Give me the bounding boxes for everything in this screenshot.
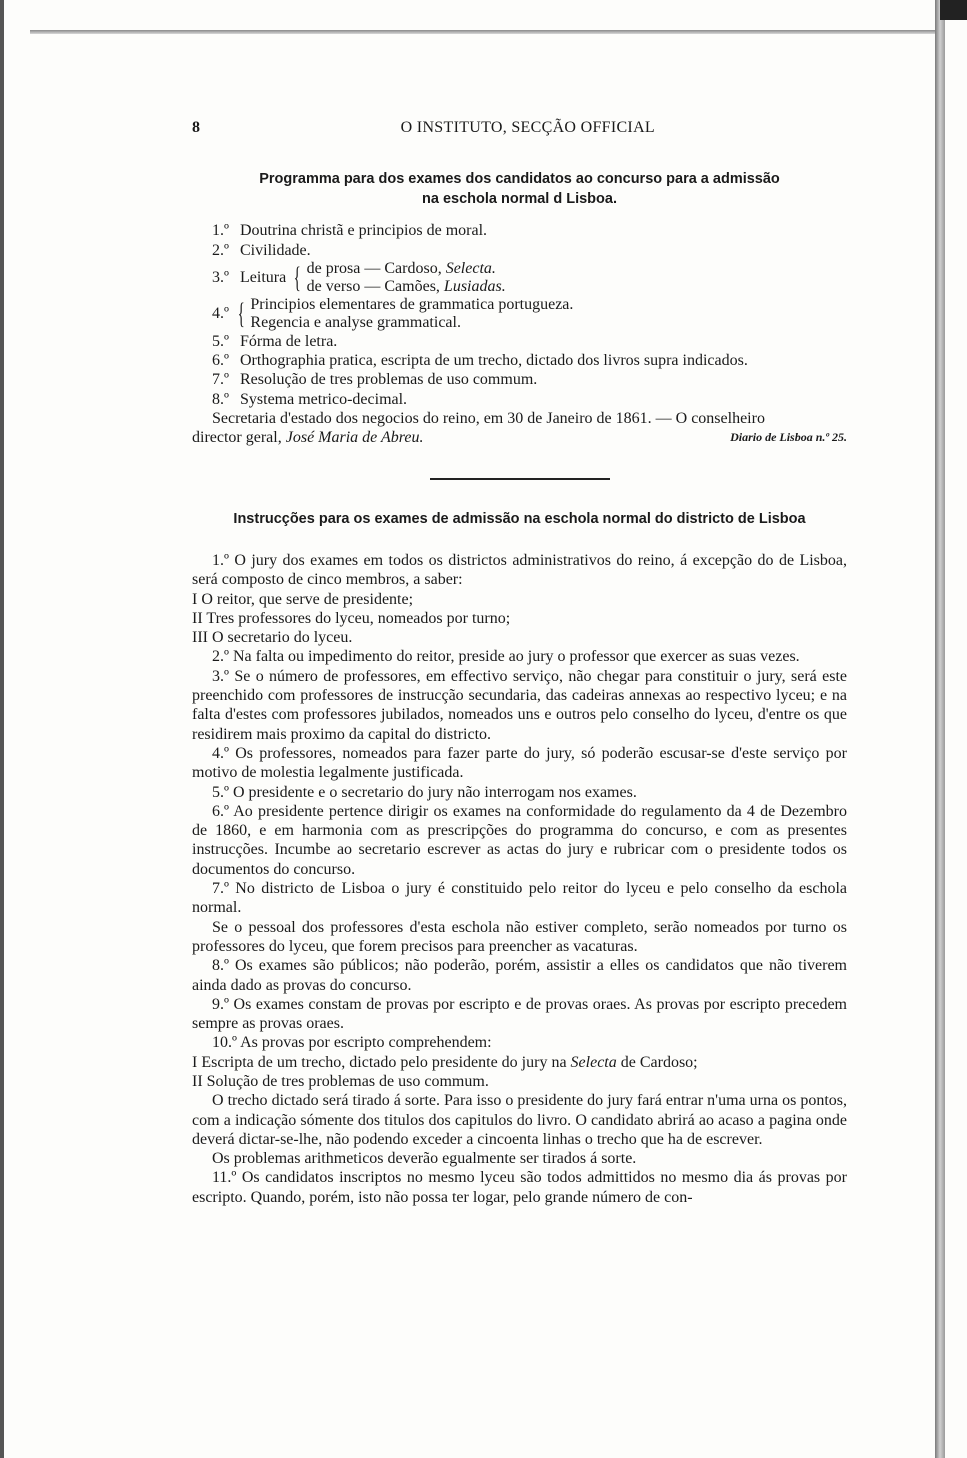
page-content bbox=[192, 118, 847, 1207]
leitura-prosa: de prosa — Cardoso, bbox=[306, 259, 446, 277]
list-item bbox=[192, 370, 847, 389]
page-number: 8 bbox=[192, 119, 200, 136]
item-text: Doutrina christã e principios de moral. bbox=[240, 222, 488, 240]
programma-list bbox=[192, 221, 847, 409]
item-text: Systema metrico-decimal. bbox=[240, 390, 408, 408]
list-item bbox=[192, 332, 847, 351]
paragraph: Se o pessoal dos professores d'esta eschola não estiver completo, serão nomeados por turno os professores do lyceu, que forem precisos para preencher as vacaturas. bbox=[192, 918, 847, 955]
item-number: 1.º bbox=[212, 222, 229, 240]
paragraph: 3.º Se o número de professores, em effectivo serviço, não chegar para constituir o jury, será este preenchido com professores de instrucção secundaria, das cadeiras annexas ao respectivo lyceu; e na falta d'estes com professores jubilados, nomeados uns e outros pelo conselho do lyceu, d'entre os que residirem mais proximo da capital do districto. bbox=[192, 667, 847, 743]
leitura-subitems bbox=[307, 260, 506, 296]
paragraph: 2.º Na falta ou impedimento do reitor, preside ao jury o professor que exercer as suas vezes. bbox=[212, 648, 800, 666]
grammar-subitems bbox=[250, 296, 573, 332]
leitura-label: Leitura bbox=[240, 269, 287, 287]
item-text: Orthographia pratica, escripta de um trecho, dictado dos livros supra indicados. bbox=[240, 352, 748, 370]
item-text: Civilidade. bbox=[240, 241, 311, 259]
leitura-prosa-work: Selecta. bbox=[445, 259, 496, 277]
scan-corner bbox=[940, 0, 967, 20]
item-number: 6.º bbox=[212, 352, 229, 370]
item-text: Fórma de letra. bbox=[240, 332, 338, 350]
list-item bbox=[192, 241, 847, 260]
paragraph: 1.º O jury dos exames em todos os districtos administrativos do reino, á excepção do de Lisboa, será composto de cinco membros, a saber: bbox=[192, 551, 847, 589]
paragraph: 11.º Os candidatos inscriptos no mesmo lyceu são todos admittidos no mesmo dia ás provas por escripto. Quando, porém, isto não possa ter logar, pelo grande número de con- bbox=[192, 1169, 847, 1206]
signature-row bbox=[192, 428, 847, 447]
grammar-line: Regencia e analyse grammatical. bbox=[250, 313, 461, 331]
instruccoes-title: Instrucções para os exames de admissão na eschola normal do districto de Lisboa bbox=[233, 510, 806, 527]
item-text: Resolução de tres problemas de uso commum. bbox=[240, 371, 538, 389]
roman-item: I O reitor, que serve de presidente; bbox=[192, 590, 414, 608]
list-item bbox=[192, 390, 847, 409]
item-number: 8.º bbox=[212, 390, 229, 408]
grammar-line: Principios elementares de grammatica portugueza. bbox=[250, 295, 574, 313]
item-number: 2.º bbox=[212, 241, 229, 259]
grammar-item bbox=[192, 296, 847, 332]
roman-item: II Solução de tres problemas de uso commum. bbox=[192, 1072, 489, 1090]
leitura-item bbox=[192, 260, 847, 296]
item-number: 7.º bbox=[212, 371, 229, 389]
roman-item bbox=[192, 1053, 847, 1072]
programma-title-line1: Programma para dos exames dos candidatos ao concurso para a admissão bbox=[259, 171, 780, 188]
paragraph: Os problemas arithmeticos deverão egualmente ser tirados á sorte. bbox=[212, 1150, 637, 1168]
paragraph: 8.º Os exames são públicos; não poderão, porém, assistir a elles os candidatos que não tiverem ainda dado as provas do concurso. bbox=[192, 957, 847, 994]
paragraph: 10.º As provas por escripto comprehendem: bbox=[212, 1034, 492, 1052]
paragraph: 9.º Os exames constam de provas por escripto e de provas oraes. As provas por escripto precedem sempre as provas oraes. bbox=[192, 995, 847, 1033]
selecta-title: Selecta bbox=[570, 1053, 617, 1071]
brace-glyph: { bbox=[237, 296, 245, 330]
running-header bbox=[192, 118, 847, 137]
scan-edge-right bbox=[935, 0, 945, 1458]
paragraph: 6.º Ao presidente pertence dirigir os exames na conformidade do regulamento da 4 de Dezembro de 1860, e em harmonia com as prescripções do programma do concurso, e com as presentes instrucções. Incumbe ao secretario escrever as actas do jury e rubricar com o presidente todos os documentos do concurso. bbox=[192, 802, 847, 878]
item-number: 5.º bbox=[212, 332, 229, 350]
roman-item: II Tres professores do lyceu, nomeados por turno; bbox=[192, 609, 511, 627]
paragraph: 4.º Os professores, nomeados para fazer parte do jury, só poderão escusar-se d'este serviço por motivo de molestia legalmente justificada. bbox=[192, 744, 847, 782]
section-divider bbox=[430, 478, 610, 480]
programma-title-line2: na eschola normal d Lisboa. bbox=[422, 191, 617, 208]
item-number: 4.º bbox=[212, 305, 229, 323]
source-citation: Diario de Lisboa n.º 25. bbox=[730, 430, 847, 445]
programma-title bbox=[192, 169, 847, 209]
leitura-verso-work: Lusiadas. bbox=[443, 277, 506, 295]
signatory-name: José Maria de Abreu. bbox=[285, 429, 424, 447]
closing-line: Secretaria d'estado dos negocios do reino, em 30 de Janeiro de 1861. — O conselheiro bbox=[212, 410, 765, 428]
roman-item: III O secretario do lyceu. bbox=[192, 629, 353, 647]
roman-text: de Cardoso; bbox=[616, 1053, 698, 1071]
leitura-verso: de verso — Camões, bbox=[306, 277, 444, 295]
roman-text: I Escripta de um trecho, dictado pelo presidente do jury na bbox=[192, 1053, 571, 1071]
paragraph: 7.º No districto de Lisboa o jury é constituido pelo reitor do lyceu e pelo conselho da eschola normal. bbox=[192, 880, 847, 917]
brace-glyph: { bbox=[293, 260, 302, 294]
item-number: 3.º bbox=[212, 269, 229, 287]
list-item bbox=[192, 221, 847, 240]
scan-edge-left bbox=[0, 0, 4, 1458]
list-item bbox=[192, 351, 847, 370]
paragraph: O trecho dictado será tirado á sorte. Para isso o presidente do jury fará entrar n'uma urna os pontos, com a indicação sómente dos titulos dos capitulos do livro. O candidato abrirá ao acaso a pagina onde deverá dictar-se-lhe, não podendo exceder a cincoenta linhas o trecho que ha de escrever. bbox=[192, 1092, 847, 1148]
running-title: O INSTITUTO, SECÇÃO OFFICIAL bbox=[400, 119, 655, 136]
closing-prefix: director geral, bbox=[192, 429, 286, 447]
scan-edge-top bbox=[30, 30, 935, 34]
paragraph: 5.º O presidente e o secretario do jury não interrogam nos exames. bbox=[212, 783, 637, 801]
